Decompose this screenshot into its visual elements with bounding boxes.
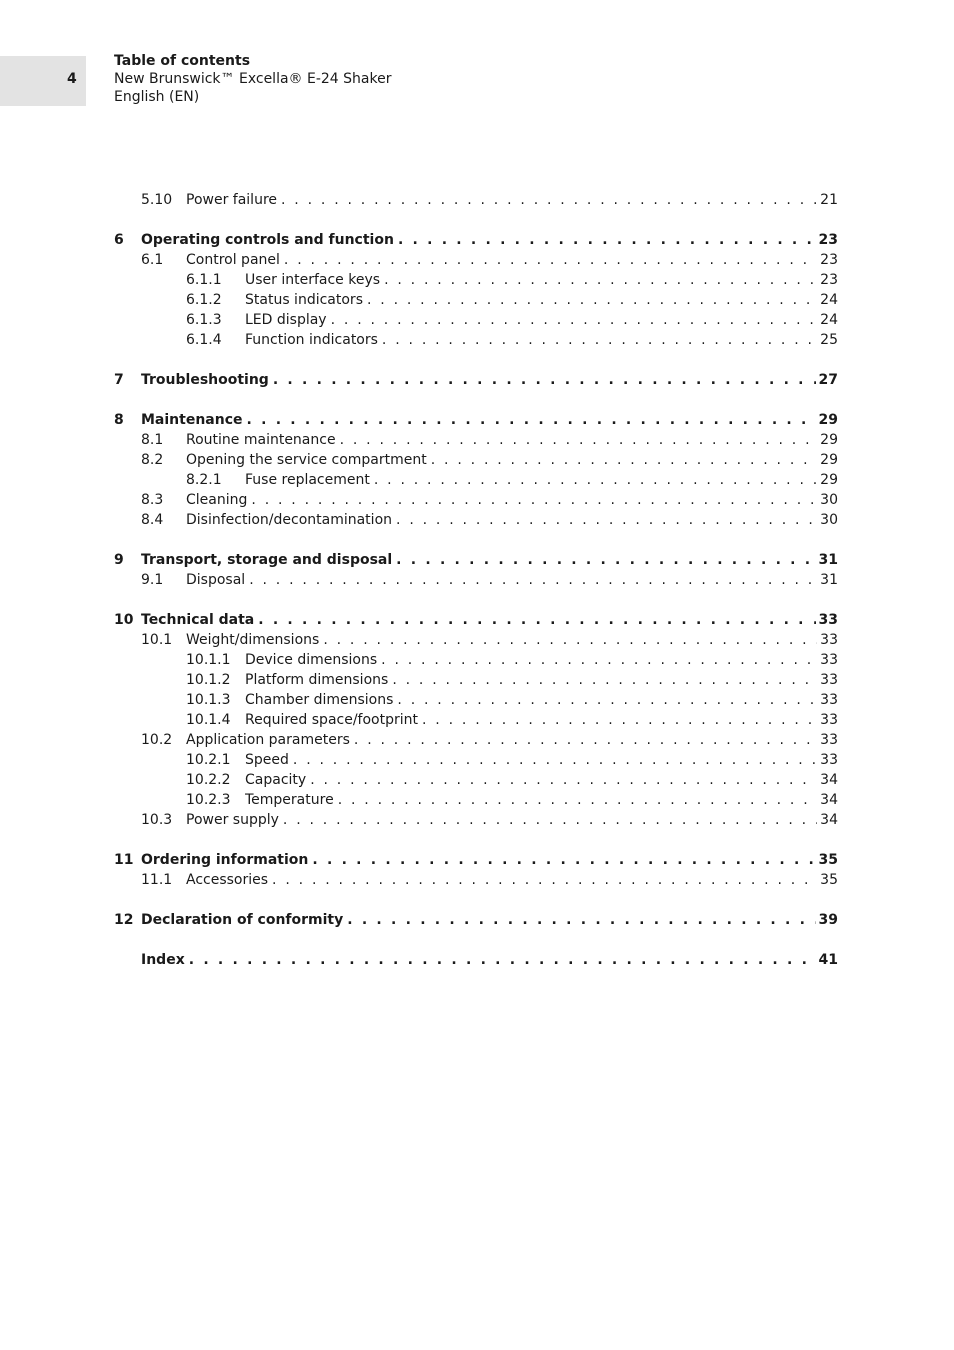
toc-page-number: 33 bbox=[818, 612, 838, 628]
toc-page-number: 29 bbox=[818, 412, 838, 428]
toc-dot-leader bbox=[331, 310, 818, 330]
toc-entry-line bbox=[141, 910, 838, 930]
toc-entry-line bbox=[186, 570, 838, 590]
toc-section-number: 8.1 bbox=[141, 432, 164, 448]
toc-page-number: 27 bbox=[818, 372, 838, 388]
table-of-contents bbox=[114, 190, 838, 970]
toc-section-number: 12 bbox=[114, 912, 134, 928]
toc-entry[interactable] bbox=[114, 230, 838, 250]
toc-entry[interactable] bbox=[114, 730, 838, 750]
toc-dot-leader bbox=[396, 550, 815, 570]
toc-entry-line bbox=[141, 230, 838, 250]
toc-entry[interactable] bbox=[114, 370, 838, 390]
toc-section-number: 8.2.1 bbox=[186, 472, 222, 488]
toc-section-number: 8 bbox=[114, 412, 124, 428]
toc-entry-line bbox=[245, 310, 838, 330]
toc-entry-line bbox=[141, 610, 838, 630]
toc-entry[interactable] bbox=[114, 690, 838, 710]
toc-entry[interactable] bbox=[114, 510, 838, 530]
toc-section-number: 11.1 bbox=[141, 872, 173, 888]
toc-dot-leader bbox=[258, 610, 815, 630]
toc-dot-leader bbox=[367, 290, 817, 310]
toc-dot-leader bbox=[354, 730, 817, 750]
toc-dot-leader bbox=[323, 630, 817, 650]
toc-entry[interactable] bbox=[114, 810, 838, 830]
toc-entry[interactable] bbox=[114, 550, 838, 570]
toc-dot-leader bbox=[249, 570, 817, 590]
toc-entry[interactable] bbox=[114, 630, 838, 650]
toc-entry-line bbox=[245, 750, 838, 770]
toc-entry-line bbox=[186, 190, 838, 210]
toc-entry-line bbox=[245, 650, 838, 670]
toc-section-title: Power supply bbox=[186, 812, 279, 828]
page-number: 4 bbox=[67, 71, 77, 87]
toc-entry-line bbox=[245, 770, 838, 790]
toc-section-title: Troubleshooting bbox=[141, 372, 269, 388]
toc-entry[interactable] bbox=[114, 710, 838, 730]
header-language: English (EN) bbox=[114, 89, 200, 105]
toc-section-title: Device dimensions bbox=[245, 652, 378, 668]
toc-section-number: 11 bbox=[114, 852, 134, 868]
toc-page-number: 34 bbox=[820, 812, 838, 828]
header-product: New Brunswick™ Excella® E-24 Shaker bbox=[114, 71, 392, 87]
toc-dot-leader bbox=[284, 250, 817, 270]
toc-dot-leader bbox=[272, 870, 817, 890]
toc-dot-leader bbox=[398, 230, 816, 250]
toc-section-title: Opening the service compartment bbox=[186, 452, 427, 468]
toc-page-number: 34 bbox=[820, 792, 838, 808]
toc-section-number: 10.2.2 bbox=[186, 772, 231, 788]
toc-page-number: 33 bbox=[820, 672, 838, 688]
toc-section-title: Routine maintenance bbox=[186, 432, 336, 448]
toc-section-number: 5.10 bbox=[141, 192, 173, 208]
header-title: Table of contents bbox=[114, 53, 251, 69]
toc-entry[interactable] bbox=[114, 610, 838, 630]
toc-entry-line bbox=[245, 470, 838, 490]
toc-section-number: 10.1.2 bbox=[186, 672, 231, 688]
toc-entry-line bbox=[186, 510, 838, 530]
toc-entry[interactable] bbox=[114, 910, 838, 930]
toc-section-title: Required space/footprint bbox=[245, 712, 418, 728]
toc-entry-line bbox=[245, 690, 838, 710]
toc-entry[interactable] bbox=[114, 250, 838, 270]
toc-dot-leader bbox=[431, 450, 817, 470]
toc-dot-leader bbox=[312, 850, 815, 870]
toc-dot-leader bbox=[422, 710, 817, 730]
toc-dot-leader bbox=[281, 190, 817, 210]
toc-page-number: 35 bbox=[820, 872, 838, 888]
toc-section-title: Fuse replacement bbox=[245, 472, 370, 488]
toc-entry-line bbox=[186, 490, 838, 510]
toc-dot-leader bbox=[338, 790, 817, 810]
toc-entry[interactable] bbox=[114, 490, 838, 510]
toc-section-number: 6.1 bbox=[141, 252, 164, 268]
toc-dot-leader bbox=[251, 490, 817, 510]
toc-entry[interactable] bbox=[114, 450, 838, 470]
toc-section-number: 10.2.1 bbox=[186, 752, 231, 768]
toc-dot-leader bbox=[189, 950, 816, 970]
toc-section-number: 10.1 bbox=[141, 632, 173, 648]
toc-page-number: 29 bbox=[820, 472, 838, 488]
toc-page-number: 29 bbox=[820, 452, 838, 468]
toc-section-number: 6.1.3 bbox=[186, 312, 222, 328]
toc-entry-line bbox=[245, 330, 838, 350]
toc-entry-line bbox=[245, 270, 838, 290]
toc-page-number: 33 bbox=[820, 632, 838, 648]
toc-entry[interactable] bbox=[114, 570, 838, 590]
toc-entry-line bbox=[186, 450, 838, 470]
toc-entry-line bbox=[245, 710, 838, 730]
toc-entry[interactable] bbox=[114, 790, 838, 810]
toc-entry[interactable] bbox=[114, 850, 838, 870]
toc-page-number: 21 bbox=[820, 192, 838, 208]
toc-entry-line bbox=[186, 730, 838, 750]
toc-section-number: 10.1.1 bbox=[186, 652, 231, 668]
toc-section-title: Function indicators bbox=[245, 332, 378, 348]
toc-page-number: 24 bbox=[820, 292, 838, 308]
toc-page-number: 24 bbox=[820, 312, 838, 328]
toc-entry-line bbox=[186, 250, 838, 270]
toc-section-title: Temperature bbox=[245, 792, 334, 808]
toc-entry[interactable] bbox=[114, 750, 838, 770]
toc-section-title: Platform dimensions bbox=[245, 672, 389, 688]
toc-section-number: 8.3 bbox=[141, 492, 164, 508]
toc-page-number: 30 bbox=[820, 512, 838, 528]
toc-entry[interactable] bbox=[114, 330, 838, 350]
toc-section-title: Capacity bbox=[245, 772, 307, 788]
toc-section-title: Declaration of conformity bbox=[141, 912, 344, 928]
toc-entry[interactable] bbox=[114, 190, 838, 210]
toc-dot-leader bbox=[310, 770, 817, 790]
toc-page-number: 33 bbox=[820, 652, 838, 668]
toc-section-number: 8.4 bbox=[141, 512, 164, 528]
toc-section-title: Maintenance bbox=[141, 412, 243, 428]
toc-dot-leader bbox=[347, 910, 815, 930]
toc-page-number: 30 bbox=[820, 492, 838, 508]
toc-section-title: Transport, storage and disposal bbox=[141, 552, 393, 568]
toc-section-title: Cleaning bbox=[186, 492, 248, 508]
toc-section-title: Chamber dimensions bbox=[245, 692, 394, 708]
toc-section-number: 10.2.3 bbox=[186, 792, 231, 808]
toc-page-number: 31 bbox=[820, 572, 838, 588]
toc-section-title: Accessories bbox=[186, 872, 269, 888]
toc-section-title: Disinfection/decontamination bbox=[186, 512, 393, 528]
toc-entry-line bbox=[186, 630, 838, 650]
toc-dot-leader bbox=[384, 270, 817, 290]
toc-dot-leader bbox=[283, 810, 817, 830]
toc-section-title: Power failure bbox=[186, 192, 277, 208]
toc-section-title: Ordering information bbox=[141, 852, 309, 868]
toc-section-number: 10.1.3 bbox=[186, 692, 231, 708]
toc-entry-line bbox=[141, 950, 838, 970]
toc-section-title: Disposal bbox=[186, 572, 246, 588]
toc-entry[interactable] bbox=[114, 310, 838, 330]
toc-section-number: 10.1.4 bbox=[186, 712, 231, 728]
toc-dot-leader bbox=[340, 430, 818, 450]
toc-section-number: 10.2 bbox=[141, 732, 173, 748]
toc-section-title: Index bbox=[141, 952, 185, 968]
toc-page-number: 39 bbox=[818, 912, 838, 928]
toc-section-title: Technical data bbox=[141, 612, 255, 628]
toc-section-number: 9.1 bbox=[141, 572, 164, 588]
toc-dot-leader bbox=[382, 330, 817, 350]
toc-section-number: 10 bbox=[114, 612, 134, 628]
toc-section-number: 6.1.2 bbox=[186, 292, 222, 308]
toc-dot-leader bbox=[397, 690, 817, 710]
toc-entry[interactable] bbox=[114, 470, 838, 490]
toc-section-title: User interface keys bbox=[245, 272, 381, 288]
toc-entry-line bbox=[186, 870, 838, 890]
toc-page-number: 31 bbox=[818, 552, 838, 568]
toc-dot-leader bbox=[247, 410, 816, 430]
toc-page-number: 25 bbox=[820, 332, 838, 348]
toc-section-title: Control panel bbox=[186, 252, 280, 268]
toc-entry-line bbox=[141, 850, 838, 870]
toc-page-number: 23 bbox=[820, 252, 838, 268]
toc-entry[interactable] bbox=[114, 410, 838, 430]
toc-section-number: 6 bbox=[114, 232, 124, 248]
toc-section-title: Status indicators bbox=[245, 292, 363, 308]
toc-section-title: Operating controls and function bbox=[141, 232, 394, 248]
toc-entry-line bbox=[245, 290, 838, 310]
toc-dot-leader bbox=[392, 670, 817, 690]
toc-section-number: 9 bbox=[114, 552, 124, 568]
toc-entry-line bbox=[245, 670, 838, 690]
toc-entry-line bbox=[141, 550, 838, 570]
toc-entry-line bbox=[186, 810, 838, 830]
toc-dot-leader bbox=[396, 510, 817, 530]
toc-entry-line bbox=[245, 790, 838, 810]
toc-page-number: 33 bbox=[820, 712, 838, 728]
toc-page-number: 41 bbox=[818, 952, 838, 968]
toc-section-number: 6.1.1 bbox=[186, 272, 222, 288]
toc-entry[interactable] bbox=[114, 270, 838, 290]
toc-page-number: 34 bbox=[820, 772, 838, 788]
toc-section-number: 6.1.4 bbox=[186, 332, 222, 348]
toc-dot-leader bbox=[293, 750, 817, 770]
toc-entry[interactable] bbox=[114, 770, 838, 790]
toc-page-number: 29 bbox=[820, 432, 838, 448]
toc-section-title: Speed bbox=[245, 752, 289, 768]
toc-entry[interactable] bbox=[114, 870, 838, 890]
toc-page-number: 33 bbox=[820, 752, 838, 768]
toc-page-number: 35 bbox=[818, 852, 838, 868]
toc-page-number: 33 bbox=[820, 692, 838, 708]
toc-entry[interactable] bbox=[114, 650, 838, 670]
toc-page-number: 33 bbox=[820, 732, 838, 748]
toc-entry-line bbox=[186, 430, 838, 450]
toc-dot-leader bbox=[374, 470, 817, 490]
toc-entry[interactable] bbox=[114, 670, 838, 690]
running-header bbox=[114, 52, 391, 106]
toc-section-number: 7 bbox=[114, 372, 124, 388]
toc-entry-line bbox=[141, 410, 838, 430]
toc-section-title: LED display bbox=[245, 312, 327, 328]
toc-dot-leader bbox=[273, 370, 816, 390]
toc-dot-leader bbox=[381, 650, 817, 670]
toc-section-title: Application parameters bbox=[186, 732, 350, 748]
toc-page-number: 23 bbox=[818, 232, 838, 248]
toc-entry[interactable] bbox=[114, 950, 838, 970]
toc-entry[interactable] bbox=[114, 430, 838, 450]
toc-section-title: Weight/dimensions bbox=[186, 632, 320, 648]
toc-section-number: 10.3 bbox=[141, 812, 173, 828]
toc-page-number: 23 bbox=[820, 272, 838, 288]
toc-section-number: 8.2 bbox=[141, 452, 164, 468]
toc-entry-line bbox=[141, 370, 838, 390]
toc-entry[interactable] bbox=[114, 290, 838, 310]
